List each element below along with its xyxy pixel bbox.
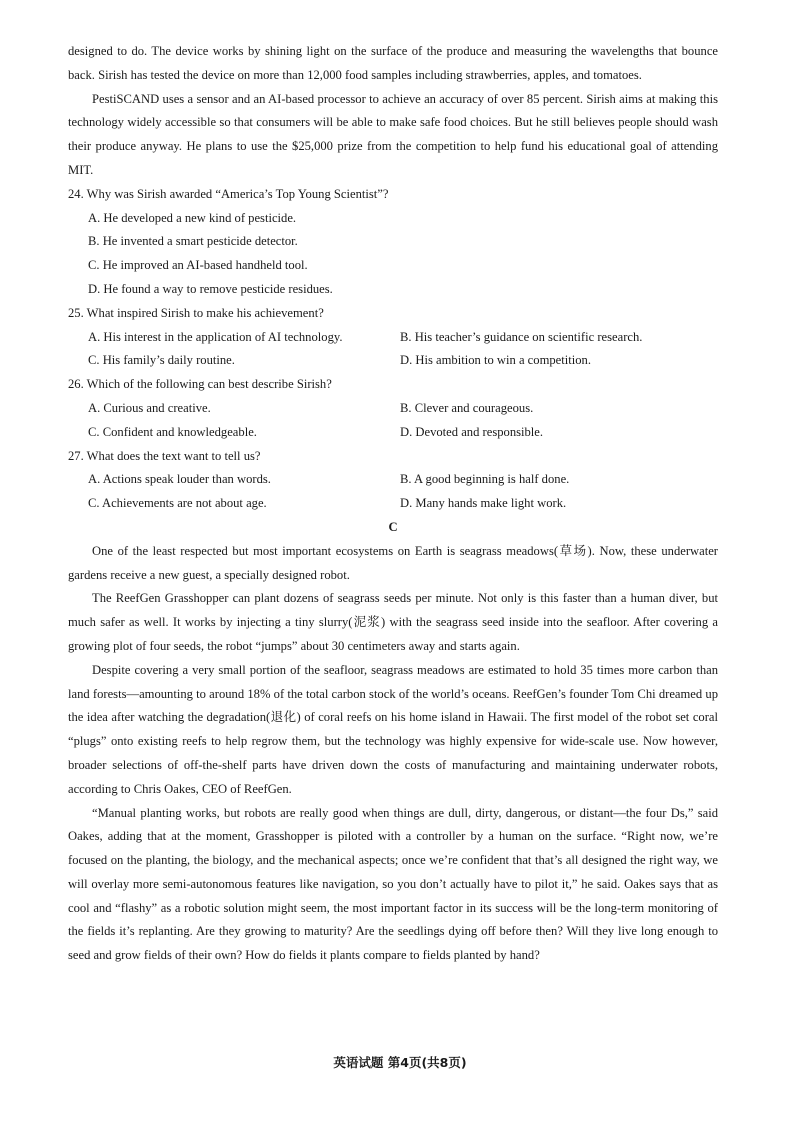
option-d: D. His ambition to win a competition.: [400, 353, 591, 368]
option-b: B. He invented a smart pesticide detector.: [88, 234, 298, 249]
question-stem: 27. What does the text want to tell us?: [68, 448, 261, 463]
option-a: A. Actions speak louder than words.: [88, 472, 271, 487]
question-stem: 25. What inspired Sirish to make his achievement?: [68, 305, 324, 320]
page-footer: 英语试题 第4页(共8页): [333, 1055, 467, 1070]
option-d: D. Many hands make light work.: [400, 496, 567, 511]
passage-b-paragraph: designed to do. The device works by shining light on the surface of the produce and measuring the wavelengths that bounce back. Sirish has tested the device on more than 12,000 food samples including strawberries, apples, and tomatoes.: [68, 44, 718, 82]
option-a: A. His interest in the application of AI technology.: [88, 329, 343, 344]
passage-b-paragraph: PestiSCAND uses a sensor and an AI-based processor to achieve an accuracy of over 85 percent. Sirish aims at making this technology widely accessible so that consumers will be able to make safe food choices. But he still believes people should wash their produce anyway. He plans to use the $25,000 prize from the competition to help fund his educational goal of attending MIT.: [68, 91, 718, 177]
option-a: A. Curious and creative.: [88, 400, 211, 415]
passage-c-paragraph: “Manual planting works, but robots are really good when things are dull, dirty, dangerous, or distant—the four Ds,” said Oakes, adding that at the moment, Grasshopper is piloted with a controller by a human on the surface. “Right now, we’re focused on the planting, the biology, and the mechanical aspects; once we’re confident that that’s all designed the right way, we will overlay more semi-autonomous features like navigation, so you don’t actually have to pilot it,” he said. Oakes says that as cool and “flashy” as a robotic solution might seem, the most important factor in its success will be the long-term monitoring of the fields it’s replanting. Are they growing to maturity? Are the seedlings dying off before then? Will they live long enough to seed and grow fields of their own? How do fields it plants compare to fields planted by hand?: [68, 805, 718, 963]
option-c: C. His family’s daily routine.: [88, 353, 235, 368]
option-d: D. Devoted and responsible.: [400, 424, 544, 439]
option-c: C. He improved an AI-based handheld tool.: [88, 258, 308, 273]
question-stem: 26. Which of the following can best describe Sirish?: [68, 377, 332, 392]
option-a: A. He developed a new kind of pesticide.: [88, 210, 297, 225]
option-c: C. Confident and knowledgeable.: [88, 424, 257, 439]
option-c: C. Achievements are not about age.: [88, 496, 267, 511]
question-24: [68, 183, 718, 302]
option-d: D. He found a way to remove pesticide residues.: [88, 281, 333, 296]
passage-c-paragraph: One of the least respected but most important ecosystems on Earth is seagrass meadows(草场). Now, these underwater gardens receive a new guest, a specially designed robot.: [68, 543, 718, 582]
passage-c-paragraph: The ReefGen Grasshopper can plant dozens of seagrass seeds per minute. Not only is this faster than a human diver, but much safer as well. It works by injecting a tiny slurry(泥浆) with the seagrass seed inside into the seafloor. After covering a growing plot of four seeds, the robot “jumps” about 30 centimeters away and starts again.: [68, 591, 718, 653]
passage-c-paragraph: Despite covering a very small portion of the seafloor, seagrass meadows are estimated to hold 35 times more carbon than land forests—amounting to around 18% of the total carbon stock of the world’s oceans. ReefGen’s founder Tom Chi dreamed up the idea after watching the degradation(退化) of coral reefs on his home island in Hawaii. The first model of the robot set coral “plugs” onto existing reefs to help regrow them, but the technology was highly expensive for wide-scale use. Now however, broader selections of off-the-shelf parts have driven down the costs of manufacturing and maintaining underwater robots, according to Chris Oakes, CEO of ReefGen.: [68, 662, 718, 796]
section-heading: C: [388, 519, 398, 534]
question-27: [68, 445, 718, 516]
option-b: B. A good beginning is half done.: [400, 472, 570, 487]
option-b: B. His teacher’s guidance on scientific research.: [400, 329, 643, 344]
option-b: B. Clever and courageous.: [400, 400, 534, 415]
question-26: [68, 373, 718, 444]
exam-page: [68, 40, 718, 968]
question-25: [68, 302, 718, 373]
question-stem: 24. Why was Sirish awarded “America’s Top Young Scientist”?: [68, 186, 389, 201]
